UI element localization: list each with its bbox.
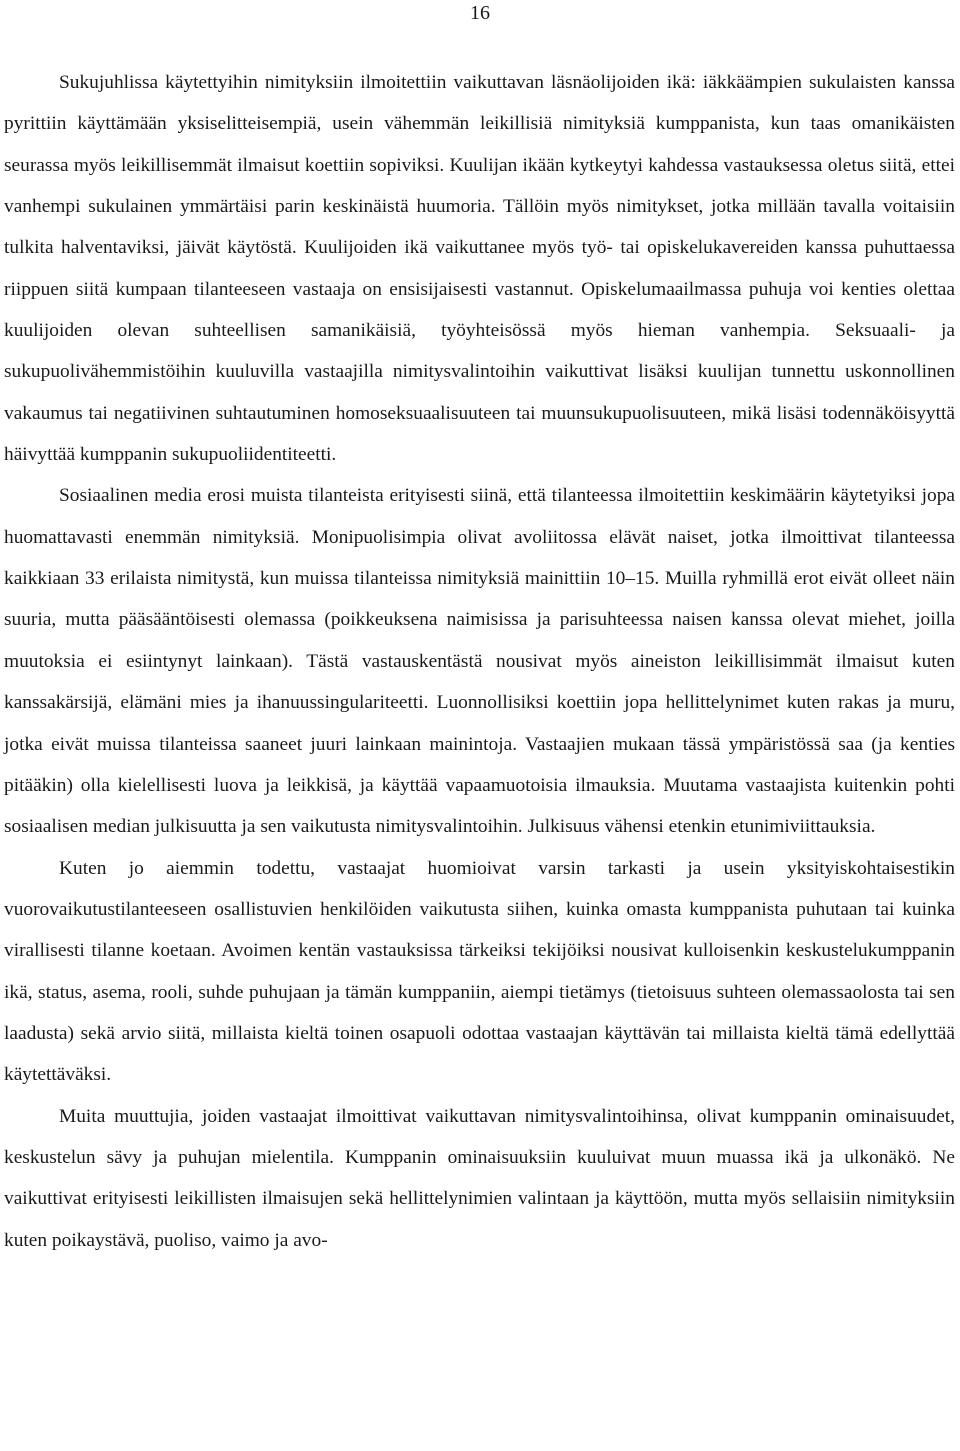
paragraph: Sosiaalinen media erosi muista tilanteista erityisesti siinä, että tilanteessa ilmoitettiin keskimäärin käytetyiksi jopa huomattavasti enemmän nimityksiä. Monipuolisimpia olivat avoliitossa elävät naiset, jotka ilmoittivat tilanteessa kaikkiaan 33 erilaista nimitystä, kun muissa tilanteissa nimityksiä mainittiin 10–15. Muilla ryhmillä erot eivät olleet näin suuria, mutta pääsääntöisesti olemassa (poikkeuksena naimisissa ja parisuhteessa naisen kanssa olevat miehet, joilla muutoksia ei esiintynyt lainkaan). Tästä vastauskentästä nousivat myös aineiston leikillisimmät ilmaisut kuten kanssakärsijä, elämäni mies ja ihanuussingulariteetti. Luonnollisiksi koettiin jopa hellittelynimet kuten rakas ja muru, jotka eivät muissa tilanteissa saaneet juuri lainkaan mainintoja. Vastaajien mukaan tässä ympäristössä saa (ja kenties pitääkin) olla kielellisesti luova ja leikkisä, ja käyttää vapaamuotoisia ilmauksia. Muutama vastaajista kuitenkin pohti sosiaalisen median julkisuutta ja sen vaikutusta nimitysvalintoihin. Julkisuus vähensi etenkin etunimiviittauksia.	[4, 485, 955, 838]
document-body	[4, 62, 955, 1261]
page-number: 16	[470, 2, 490, 24]
paragraph: Kuten jo aiemmin todettu, vastaajat huomioivat varsin tarkasti ja usein yksityiskohtaisestikin vuorovaikutustilanteeseen osallistuvien henkilöiden vaikutusta siihen, kuinka omasta kumppanista puhutaan tai kuinka virallisesti tilanne koetaan. Avoimen kentän vastauksissa tärkeiksi tekijöiksi nousivat kulloisenkin keskustelukumppanin ikä, status, asema, rooli, suhde puhujaan ja tämän kumppaniin, aiempi tietämys (tietoisuus suhteen olemassaolosta tai sen laadusta) sekä arvio siitä, millaista kieltä toinen osapuoli odottaa vastaajan käyttävän tai millaista kieltä tämä edellyttää käytettäväksi.	[4, 857, 955, 1086]
paragraph: Muita muuttujia, joiden vastaajat ilmoittivat vaikuttavan nimitysvalintoihinsa, olivat kumppanin ominaisuudet, keskustelun sävy ja puhujan mielentila. Kumppanin ominaisuuksiin kuuluivat muun muassa ikä ja ulkonäkö. Ne vaikuttivat erityisesti leikillisten ilmaisujen sekä hellittelynimien valintaan ja käyttöön, mutta myös sellaisiin nimityksiin kuten poikaystävä, puoliso, vaimo ja avo-	[4, 1105, 955, 1251]
paragraph: Sukujuhlissa käytettyihin nimityksiin ilmoitettiin vaikuttavan läsnäolijoiden ikä: iäkkäämpien sukulaisten kanssa pyrittiin käyttämään yksiselitteisempiä, usein vähemmän leikillisiä nimityksiä kumppanista, kun taas omanikäisten seurassa myös leikillisemmät ilmaisut koettiin sopiviksi. Kuulijan ikään kytkeytyi kahdessa vastauksessa oletus siitä, ettei vanhempi sukulainen ymmärtäisi parin keskinäistä huumoria. Tällöin myös nimitykset, jotka millään tavalla voitaisiin tulkita halventaviksi, jäivät käytöstä. Kuulijoiden ikä vaikuttanee myös työ- tai opiskelukavereiden kanssa puhuttaessa riippuen siitä kumpaan tilanteeseen vastaaja on ensisijaisesti vastannut. Opiskelumaailmassa puhuja voi kenties olettaa kuulijoiden olevan suhteellisen samanikäisiä, työyhteisössä myös hieman vanhempia. Seksuaali- ja sukupuolivähemmistöihin kuuluvilla vastaajilla nimitysvalintoihin vaikuttivat lisäksi kuulijan tunnettu uskonnollinen vakaumus tai negatiivinen suhtautuminen homoseksuaalisuuteen tai muunsukupuolisuuteen, mikä lisäsi todennäköisyyttä häivyttää kumppanin sukupuoliidentiteetti.	[4, 72, 955, 466]
